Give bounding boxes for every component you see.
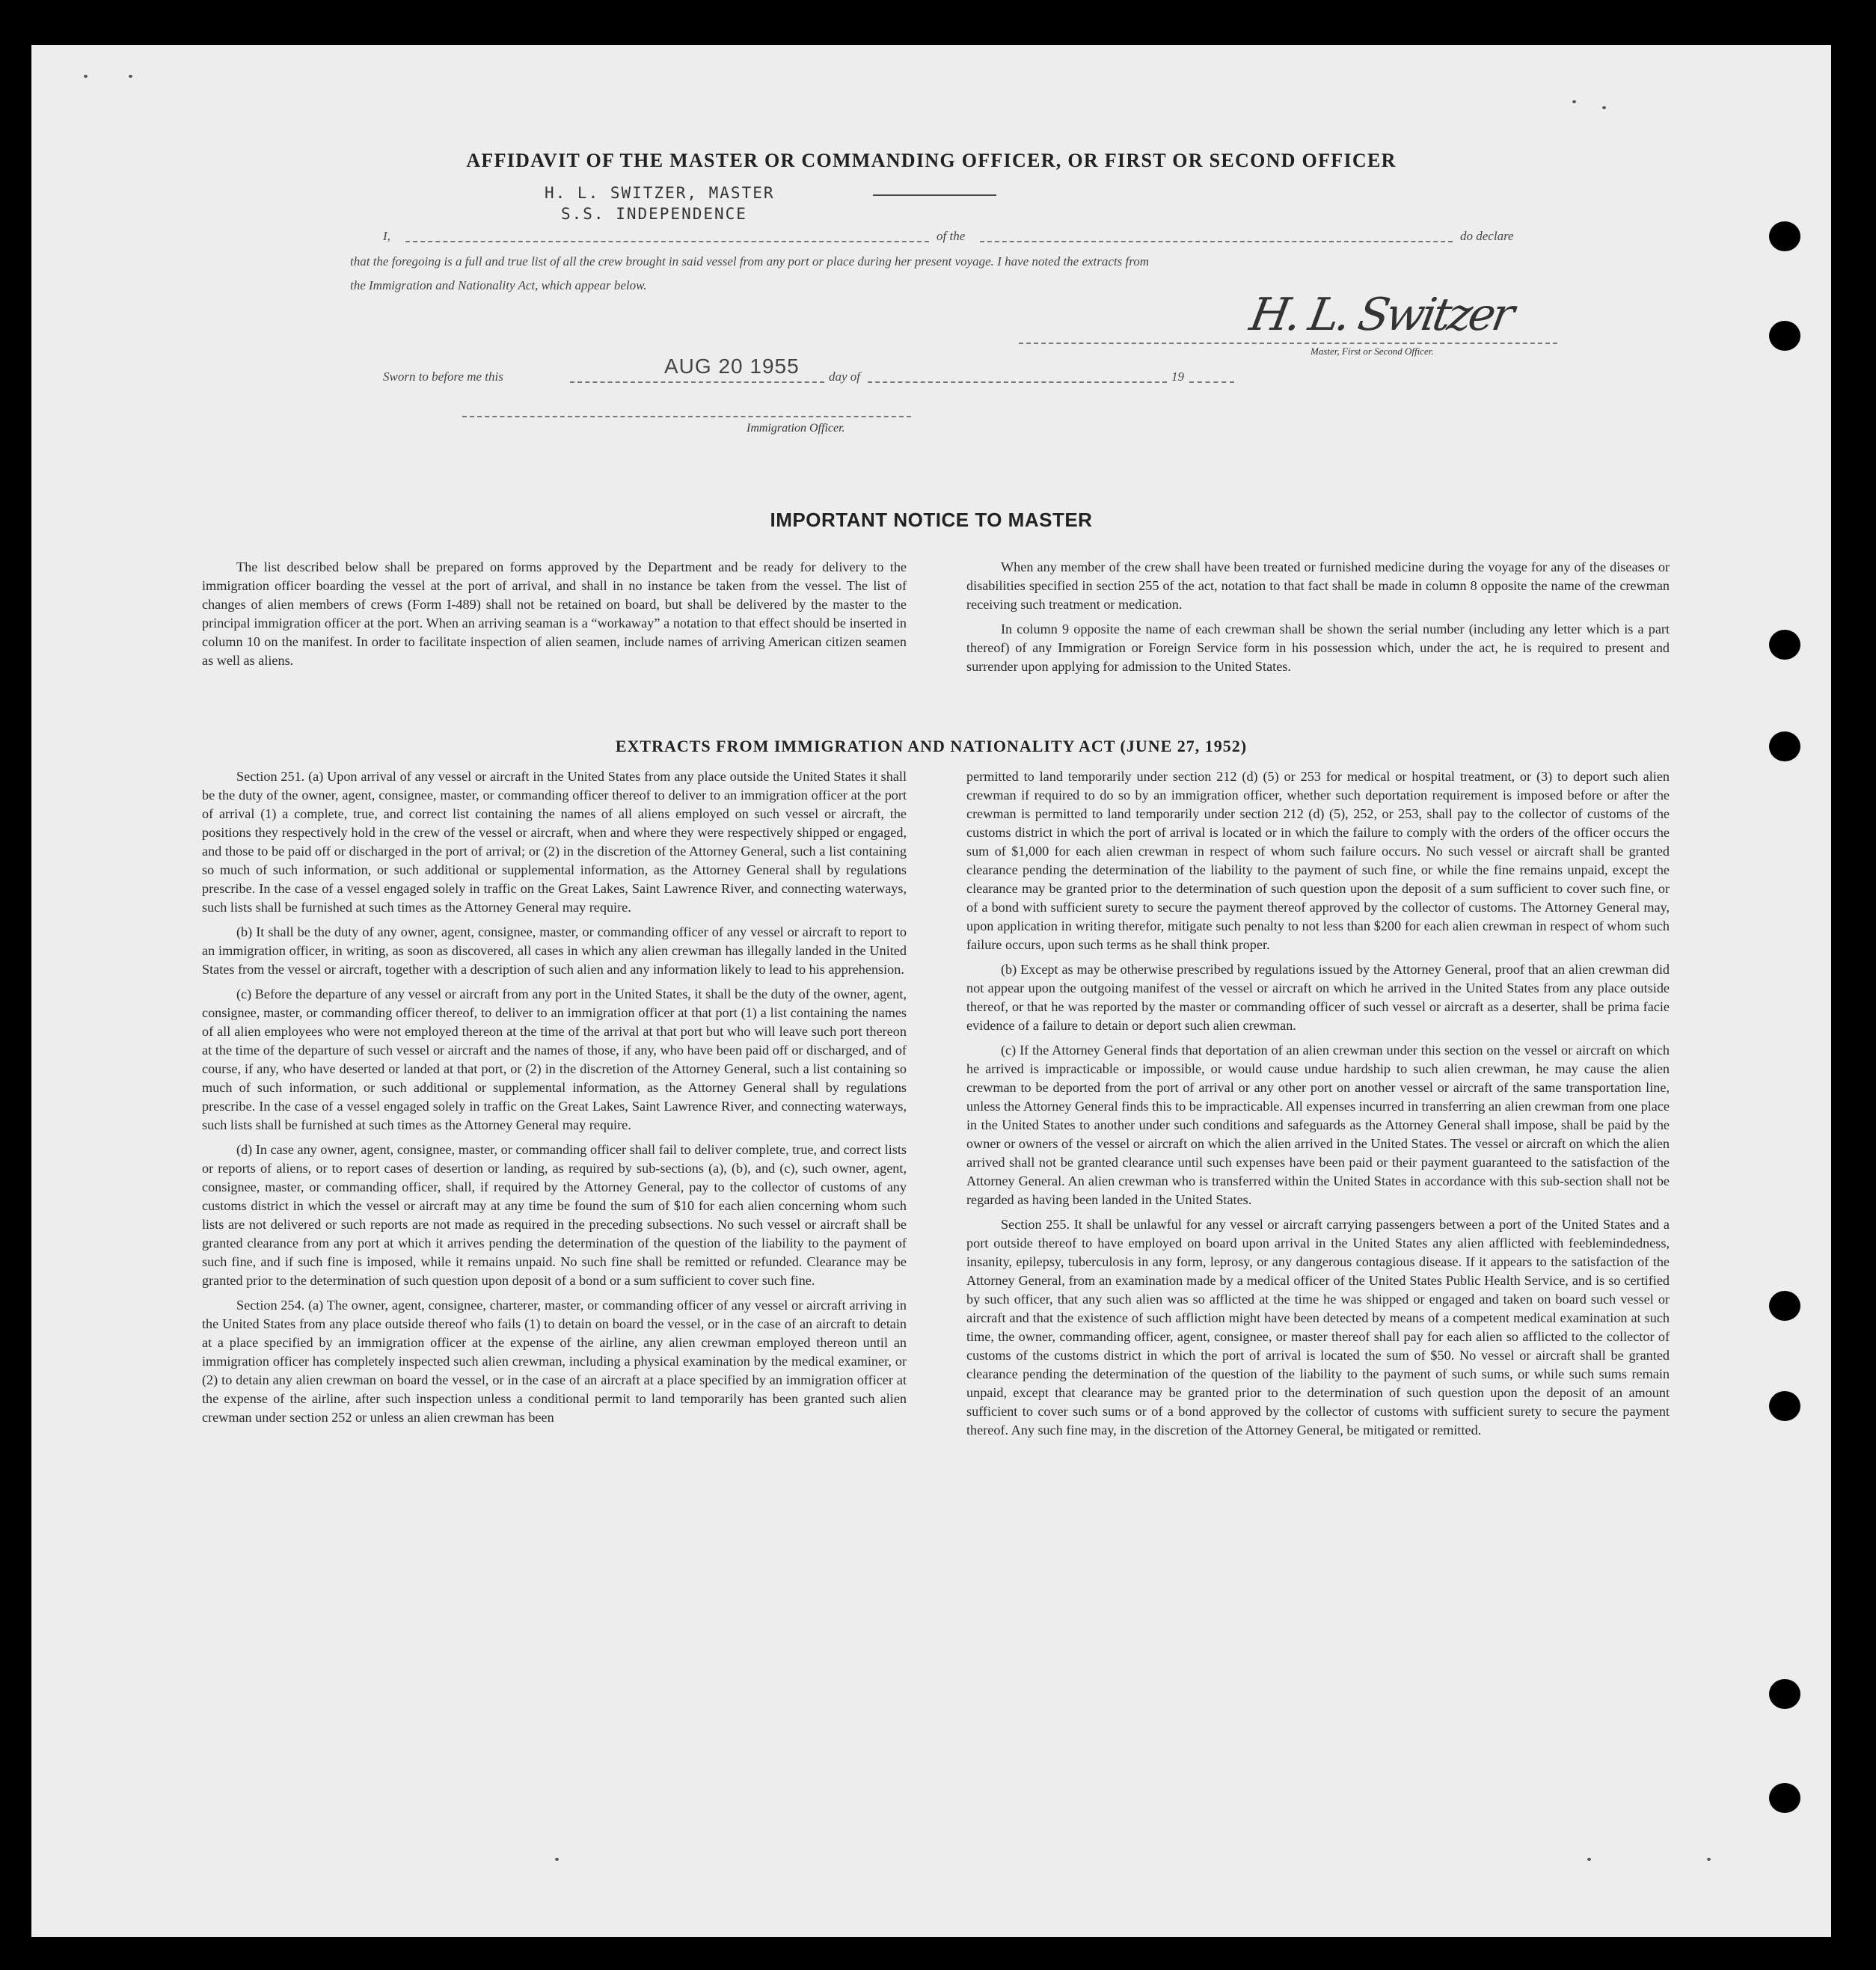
extracts-title: EXTRACTS FROM IMMIGRATION AND NATIONALITY ACT (JUNE 27, 1952) [615,737,1248,755]
binder-hole [1769,321,1800,351]
typed-name: H. L. SWITZER, MASTER [545,184,775,202]
officer-caption: Immigration Officer. [747,422,845,435]
typed-vessel: S.S. INDEPENDENCE [561,205,747,223]
label-i: I, [383,229,390,243]
notice-title: IMPORTANT NOTICE TO MASTER [770,509,1093,531]
year-blank-line [1189,381,1234,383]
notice-left-column [202,558,907,676]
scan-speck [555,1858,559,1861]
section-255: Section 255. It shall be unlawful for any vessel or aircraft carrying passengers between a port of the United States and a port outside thereof to have employed on board upon arrival in the United States any alien afflicted with feeblemindedness, insanity, epilepsy, tuberculosis in any form, leprosy, or any dangerous contagious disease. If it appears to the satisfaction of the Attorney General, from an examination made by a medical officer of the United States Public Health Service, and is so certified by such officer, that any such alien was so afflicted at the time he was shipped or engaged and taken on board such vessel or aircraft and that the existence of such affliction might have been detected by means of a competent medical examination at such time, the owner, commanding officer, agent, consignee, or master thereof shall pay for each alien so afflicted to the collector of customs of the customs district in which the port of arrival is located the sum of $50. No vessel or aircraft shall be granted clearance pending the determination of the question of the liability to the payment of such sums, or while such sums remain unpaid, except that clearance may be granted prior to the determination of such question upon the deposit of an amount sufficient to cover such sums or of a bond approved by the collector of customs with sufficient surety to secure the payment thereof. Any such fine may, in the discretion of the Attorney General, be mitigated or remitted. [966,1217,1670,1437]
binder-hole [1769,1291,1800,1321]
binder-hole [1769,1783,1800,1813]
section-254-a: Section 254. (a) The owner, agent, consignee, charterer, master, or commanding officer of any vessel or aircraft arriving in the United States from any place outside thereof who fails (1) to detain on board the vessel, or in the case of an aircraft to detain at a place specified by an immigration officer at the expense of the airline, any alien crewman employed thereon until an immigration officer has completely inspected such alien crewman, including a physical examination by the medical examiner, or (2) to detain any alien crewman on board the vessel, or in the case of an aircraft at a place specified by an immigration officer at the expense of the airline, after such inspection unless a conditional permit to land temporarily has been granted such alien crewman under section 252 or unless an alien crewman has been [202,1298,907,1425]
scan-speck [84,75,88,78]
affidavit-title: AFFIDAVIT OF THE MASTER OR COMMANDING OFFICER, OR FIRST OR SECOND OFFICER [466,150,1397,171]
section-251-a: Section 251. (a) Upon arrival of any vessel or aircraft in the United States from any place outside the United States it shall be the duty of the owner, agent, consignee, master, or commanding officer thereof to deliver to an immigration officer at the port of arrival (1) a complete, true, and correct list containing the names of all aliens employed on such vessel or aircraft, the positions they respectively hold in the crew of the vessel or aircraft, when and where they were respectively shipped or engaged, and those to be paid off or discharged in the port of arrival; or (2) in the discretion of the Attorney General, such a list containing so much of such information, or such additional or supplemental information, as the Attorney General shall by regulations prescribe. In the case of a vessel engaged solely in traffic on the Great Lakes, Saint Lawrence River, and connecting waterways, such lists shall be furnished at such times as the Attorney General may require. [202,769,907,915]
declaration-line-1: that the foregoing is a full and true list of all the crew brought in said vessel from any port or place during her present voyage. I have noted the extracts from [350,254,1150,269]
extracts-right-column [966,767,1670,1446]
officer-signature-line [462,416,911,417]
notice-right-paragraph-2: In column 9 opposite the name of each crewman shall be shown the serial number (including any letter which is a part thereof) of any Immigration or Foreign Service form in his possession which, under the act, he is required to present and surrender upon applying for admission to the United States. [966,622,1670,674]
label-day-of: day of [829,369,861,384]
section-251-c: (c) Before the departure of any vessel or aircraft from any port in the United States, it shall be the duty of the owner, agent, consignee, master, or commanding officer thereof, to deliver to an immigration officer at that port (1) a list containing the names of all alien employees who were not employed thereon at the time of the arrival at that port but who will leave such port thereon at the time of the departure of such vessel or aircraft and the names of those, if any, who have been paid off or discharged, and of course, if any, who have deserted or landed at that port, or (2) in the discretion of the Attorney General, such a list containing so much of such information, or such additional or supplemental information, as the Attorney General shall by regulations prescribe. In the case of a vessel engaged solely in traffic on the Great Lakes, Saint Lawrence River, and connecting waterways, such lists shall be furnished at such times as the Attorney General may require. [202,986,907,1132]
date-stamp: AUG 20 1955 [664,355,800,378]
document-page [31,45,1831,1937]
label-sworn: Sworn to before me this [383,369,503,384]
label-year: 19 [1171,369,1184,384]
section-254-a-continued: permitted to land temporarily under section 212 (d) (5) or 253 for medical or hospital treatment, or (3) to deport such alien crewman if required to do so by an immigration officer, whether such deportation requirement is imposed before or after the crewman is permitted to land temporarily under section 212 (d) (5), 252, or 253, shall pay to the collector of customs of the customs district in which the port of arrival is located or in which the failure to comply with the orders of the officer occurs the sum of $1,000 for each alien crewman in respect of whom such failure occurs. No such vessel or aircraft shall be granted clearance pending the determination of the liability to the payment of such fine, or while the fine remains unpaid, except the clearance may be granted prior to the determination of such question upon the deposit of a sum sufficient to cover such fine, or of a bond with sufficient surety to secure the payment thereof approved by the collector of customs. The Attorney General may, upon application in writing therefor, mitigate such penalty to not less than $200 for each alien crewman in respect of whom such failure occurs, upon such terms as he shall think proper. [966,769,1670,952]
sworn-date-line [570,381,824,383]
scan-speck [1602,106,1606,109]
notice-right-column [966,558,1670,682]
section-254-b: (b) Except as may be otherwise prescribed by regulations issued by the Attorney General, proof that an alien crewman did not appear upon the outgoing manifest of the vessel or aircraft on which he arrived in the United States from any place outside thereof, or that he was reported by the master or commanding officer of such vessel or aircraft as a deserter, shall be prima facie evidence of a failure to detain or deport such alien crewman. [966,962,1670,1033]
scan-speck [1587,1858,1591,1861]
signer-caption: Master, First or Second Officer. [1311,346,1434,357]
vessel-blank-line [980,241,1453,242]
scan-speck [129,75,132,78]
section-254-c: (c) If the Attorney General finds that deportation of an alien crewman under this section on the vessel or aircraft on which he arrived is impracticable or impossible, or would cause undue hardship to such alien crewman, he may cause the alien crewman to be deported from the port of arrival or any other port on another vessel or aircraft of the same transportation line, unless the Attorney General finds this to be impracticable. All expenses incurred in transferring an alien crewman from one place in the United States to another under such conditions and safeguards as the Attorney General shall impose, shall be paid by the owner or owners of the vessel or aircraft on which the alien arrived in the United States. The vessel or aircraft on which the alien arrived shall not be granted clearance until such expenses have been paid or their payment guaranteed to the satisfaction of the Attorney General. An alien crewman who is transferred within the United States in accordance with this sub-section shall not be regarded as having been landed in the United States. [966,1043,1670,1207]
declaration-line-2: the Immigration and Nationality Act, which appear below. [350,278,647,292]
notice-left-paragraph: The list described below shall be prepared on forms approved by the Department and be ready for delivery to the immigration officer boarding the vessel at the port of arrival, and shall in no instance be taken from the vessel. The list of changes of alien members of crews (Form I-489) shall not be retained on board, but shall be delivered by the master to the principal immigration officer at the port. When an arriving seaman is a “workaway” a notation to that effect should be inserted in column 10 on the manifest. In order to facilitate inspection of alien seamen, include names of arriving American citizen seamen as well as aliens. [202,559,907,668]
month-blank-line [868,381,1167,383]
binder-hole [1769,630,1800,660]
signature-line [1019,343,1557,344]
name-blank-line [405,241,929,242]
typed-underline [873,194,996,196]
binder-hole [1769,1679,1800,1709]
section-251-d: (d) In case any owner, agent, consignee, master, or commanding officer shall fail to deliver complete, true, and correct lists or reports of aliens, or to report cases of desertion or landing, as required by sub-sections (a), (b), and (c), such owner, agent, consignee, master, or commanding officer, shall, if required by the Attorney General, pay to the collector of customs of any customs district in which the vessel or aircraft may at any time be found the sum of $10 for each alien concerning whom such lists are not delivered or such reports are not made as required in the preceding subsections. No such vessel or aircraft shall be granted clearance from any port at which it arrives pending the determination of the question of the liability to the payment of such fine, and if such fine is imposed, while it remains unpaid. No such fine shall be remitted or refunded. Clearance may be granted prior to the determination of such question upon deposit of a bond or a sum sufficient to cover such fine. [202,1142,907,1288]
label-of-the: of the [937,229,966,243]
binder-hole [1769,221,1800,251]
label-do-declare: do declare [1460,229,1514,243]
binder-hole [1769,731,1800,761]
section-251-b: (b) It shall be the duty of any owner, agent, consignee, master, or commanding officer of any vessel or aircraft to report to an immigration officer, in writing, as soon as discovered, all cases in which any alien crewman has illegally landed in the United States from the vessel or aircraft, together with a description of such alien and any information likely to lead to his apprehension. [202,924,907,977]
notice-right-paragraph-1: When any member of the crew shall have been treated or furnished medicine during the voyage for any of the diseases or disabilities specified in section 255 of the act, notation to that fact shall be made in column 8 opposite the name of the crewman receiving such treatment or medication. [966,559,1670,612]
scan-speck [1572,100,1576,103]
extracts-left-column [202,767,907,1433]
binder-hole [1769,1391,1800,1421]
scan-speck [1707,1858,1711,1861]
signature: H. L. Switzer [1245,289,1516,341]
